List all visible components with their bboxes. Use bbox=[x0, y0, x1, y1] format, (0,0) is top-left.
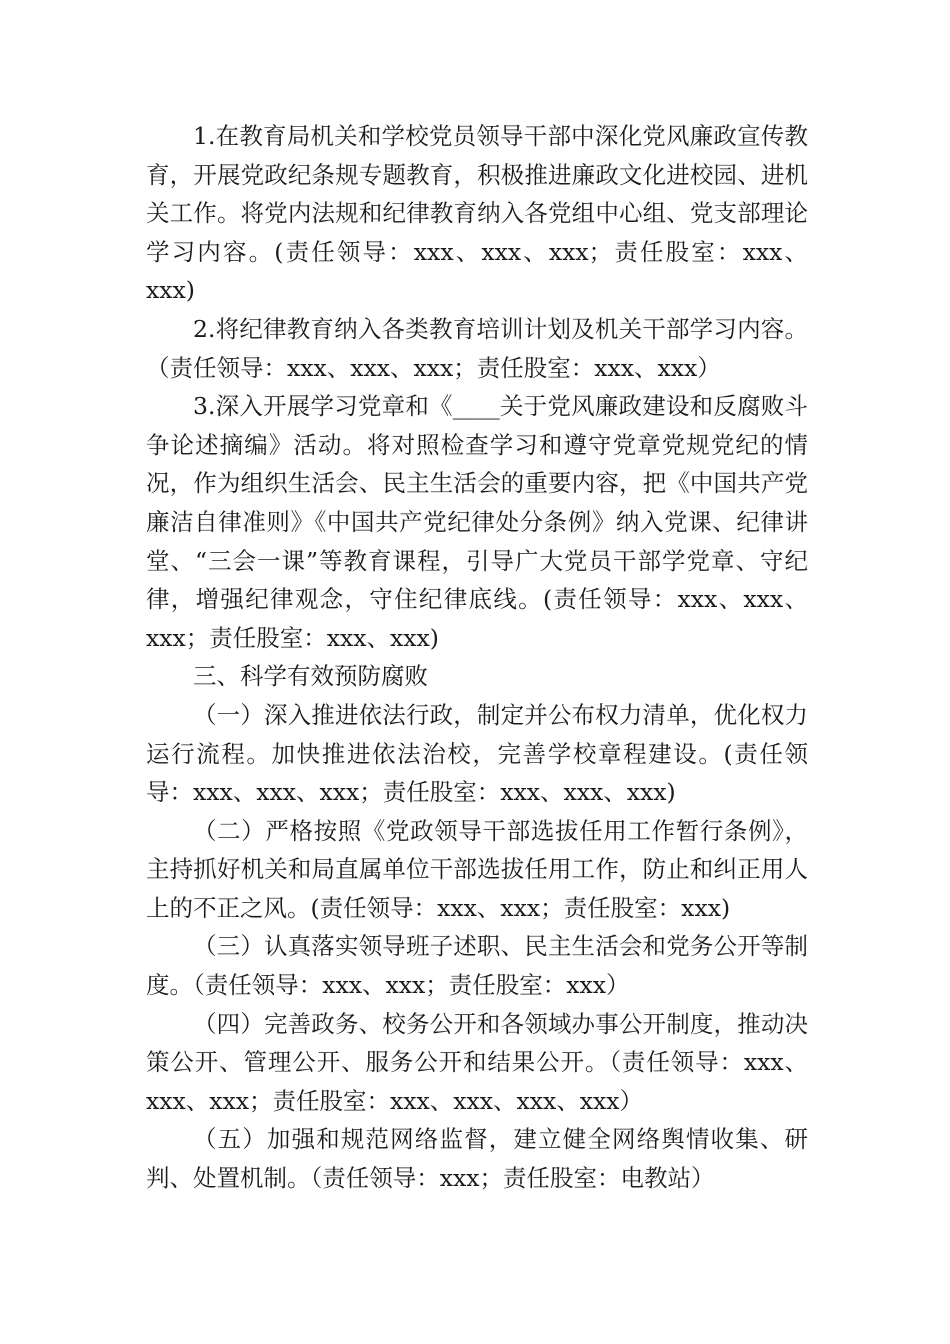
paragraph-clause-5: （五）加强和规范网络监督，建立健全网络舆情收集、研判、处置机制。（责任领导：xxx；责任股室：电教站） bbox=[146, 1125, 808, 1193]
paragraph-item-1: 1.在教育局机关和学校党员领导干部中深化党风廉政宣传教育，开展党政纪条规专题教育，积极推进廉政文化进校园、进机关工作。将党内法规和纪律教育纳入各党组中心组、党支部理论学习内容。(责任领导：xxx、xxx、xxx；责任股室：xxx、xxx) bbox=[146, 122, 808, 305]
paragraph-clause-1: （一）深入推进依法行政，制定并公布权力清单，优化权力运行流程。加快推进依法治校，完善学校章程建设。(责任领导：xxx、xxx、xxx；责任股室：xxx、xxx、xxx) bbox=[146, 700, 808, 807]
paragraph-clause-4: （四）完善政务、校务公开和各领域办事公开制度，推动决策公开、管理公开、服务公开和结果公开。（责任领导：xxx、xxx、xxx；责任股室：xxx、xxx、xxx、xxx） bbox=[146, 1009, 808, 1115]
section-heading-3: 三、科学有效预防腐败 bbox=[193, 662, 428, 691]
paragraph-item-3: 3.深入开展学习党章和《____关于党风廉政建设和反腐败斗争论述摘编》活动。将对照检查学习和遵守党章党规党纪的情况，作为组织生活会、民主生活会的重要内容，把《中国共产党廉洁自律准则》《中国共产党纪律处分条例》纳入党课、纪律讲堂、“三会一课”等教育课程，引导广大党员干部学党章、守纪律，增强纪律观念，守住纪律底线。(责任领导：xxx、xxx、xxx；责任股室：xxx、xxx) bbox=[146, 392, 808, 652]
paragraph-item-2: 2.将纪律教育纳入各类教育培训计划及机关干部学习内容。（责任领导：xxx、xxx、xxx；责任股室：xxx、xxx） bbox=[146, 314, 808, 382]
document-body bbox=[146, 117, 808, 1198]
paragraph-clause-3: （三）认真落实领导班子述职、民主生活会和党务公开等制度。（责任领导：xxx、xxx；责任股室：xxx） bbox=[146, 932, 808, 1000]
paragraph-clause-2: （二）严格按照《党政领导干部选拔任用工作暂行条例》，主持抓好机关和局直属单位干部选拔任用工作，防止和纠正用人上的不正之风。(责任领导：xxx、xxx；责任股室：xxx) bbox=[146, 816, 808, 922]
